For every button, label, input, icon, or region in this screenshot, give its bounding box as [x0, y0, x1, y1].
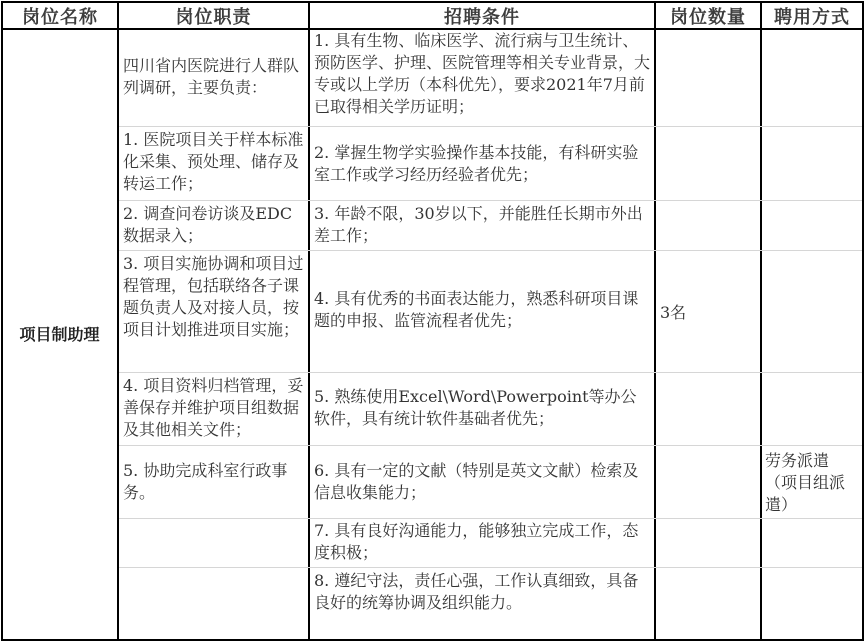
border-left — [1, 1, 3, 641]
row-separator — [119, 445, 862, 446]
column-divider-2 — [308, 1, 310, 641]
requirement-item: 2. 掌握生物学实验操作基本技能，有科研实验室工作或学习经历经验者优先； — [314, 143, 639, 184]
employment-cell: 劳务派遣（项目组派遣） — [765, 451, 846, 514]
position-name-cell: 项目制助理 — [19, 325, 100, 344]
duty-item: 1. 医院项目关于样本标准化采集、预处理、储存及转运工作； — [123, 130, 304, 193]
row-separator — [119, 126, 862, 127]
column-divider-1 — [117, 1, 119, 641]
duty-item: 4. 项目资料归档管理，妥善保存并维护项目组数据及其他相关文件； — [123, 376, 304, 439]
border-bottom — [1, 639, 864, 641]
header-position-name: 岗位名称 — [22, 6, 98, 28]
row-separator — [119, 518, 862, 519]
duty-item: 5. 协助完成科室行政事务。 — [123, 461, 288, 502]
border-right — [862, 1, 864, 641]
duty-item: 3. 项目实施协调和项目过程管理，包括联络各子课题负责人及对接人员，按项目计划推进项目实施； — [123, 254, 304, 339]
requirement-item: 3. 年龄不限，30岁以下，并能胜任长期市外出差工作； — [314, 204, 643, 245]
requirement-item: 1. 具有生物、临床医学、流行病与卫生统计、预防医学、护理、医院管理等相关专业背景，大专或以上学历（本科优先），要求2021年7月前已取得相关学历证明； — [314, 31, 651, 116]
row-separator — [119, 250, 862, 251]
requirement-item: 6. 具有一定的文献（特别是英文文献）检索及信息收集能力； — [314, 461, 639, 502]
header-quantity: 岗位数量 — [670, 6, 746, 28]
row-separator — [119, 200, 862, 201]
row-separator — [119, 567, 862, 568]
requirement-item: 8. 遵纪守法，责任心强，工作认真细致，具备良好的统筹协调及组织能力。 — [314, 571, 639, 612]
quantity-cell: 3名 — [660, 303, 687, 322]
duty-intro: 四川省内医院进行人群队列调研，主要负责： — [123, 56, 300, 97]
requirement-item: 5. 熟练使用Excel\Word\Powerpoint等办公软件，具有统计软件基础者优先； — [314, 387, 637, 428]
requirement-item: 7. 具有良好沟通能力，能够独立完成工作，态度积极； — [314, 521, 639, 562]
header-duties: 岗位职责 — [175, 6, 252, 28]
header-employment: 聘用方式 — [774, 6, 850, 28]
duty-item: 2. 调查问卷访谈及EDC数据录入； — [123, 204, 293, 245]
column-divider-3 — [654, 1, 656, 641]
header-requirements: 招聘条件 — [444, 6, 520, 28]
column-divider-4 — [760, 1, 762, 641]
requirement-item: 4. 具有优秀的书面表达能力，熟悉科研项目课题的申报、监管流程者优先； — [314, 289, 639, 330]
row-separator — [119, 372, 862, 373]
